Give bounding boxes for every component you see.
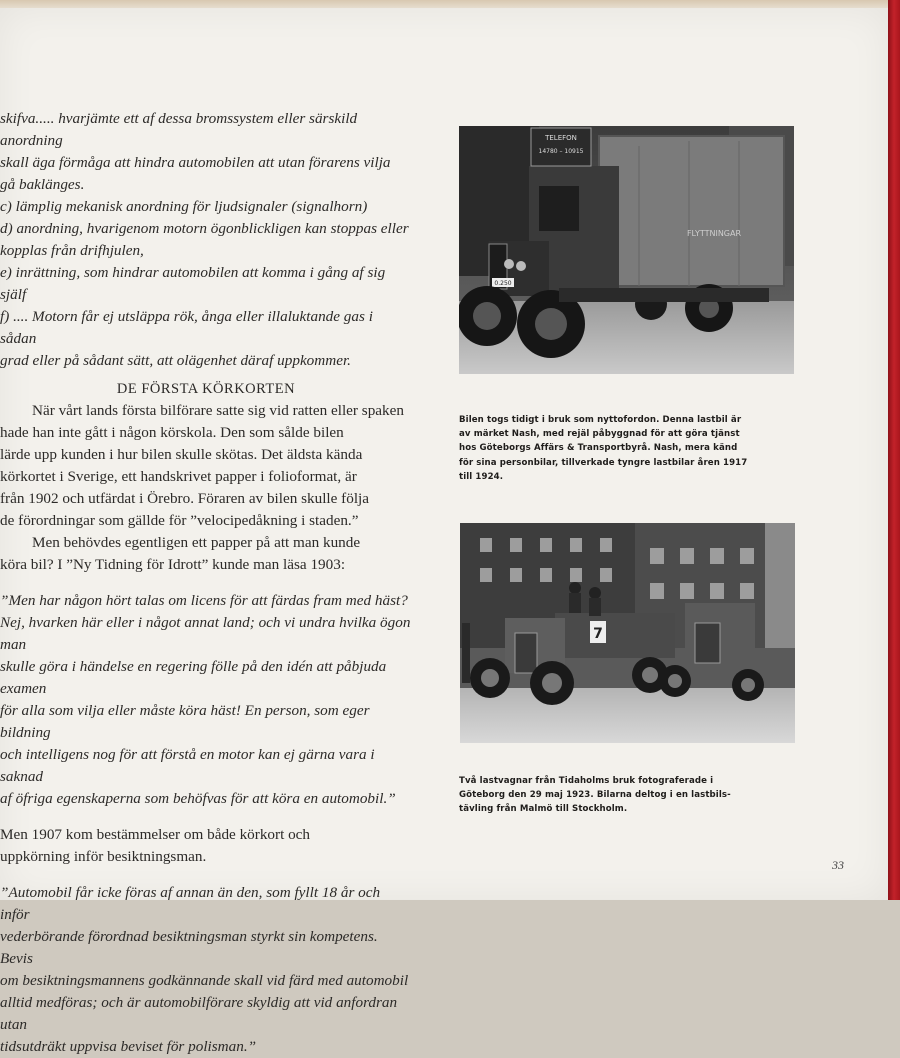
text-line: grad eller på sådant sätt, att olägenhet däraf uppkommer. xyxy=(0,352,351,369)
regulation-list xyxy=(0,108,412,372)
section-heading: DE FÖRSTA KÖRKORTEN xyxy=(116,381,296,397)
caption-photo-2 xyxy=(459,774,759,817)
caption-photo-1 xyxy=(459,413,759,484)
caption-line: hos Göteborgs Affärs & Transportbyrå. Nash, mera känd xyxy=(459,443,738,454)
caption-line: Bilen togs tidigt i bruk som nyttofordon. Denna lastbil är xyxy=(459,415,742,425)
text-line: från 1902 och utfärdat i Örebro. Föraren av bilen skulle följa xyxy=(0,490,370,507)
text-line: skall äga förmåga att hindra automobilen att utan förarens vilja xyxy=(0,154,391,171)
caption-line: Två lastvagnar från Tidaholms bruk fotograferade i xyxy=(459,776,714,786)
text-line: c) lämplig mekanisk anordning för ljudsignaler (signalhorn) xyxy=(0,198,368,215)
body-text-column xyxy=(0,108,412,1058)
sign-top-text: TELEFON xyxy=(545,134,577,142)
text-line: uppkörning inför besiktningsman. xyxy=(0,848,207,865)
text-line: de förordningar som gällde för ”velocipedåkning i staden.” xyxy=(0,512,359,529)
text-line: gå baklänges. xyxy=(0,176,85,193)
quote-1903 xyxy=(0,590,412,810)
caption-line: för sina personbilar, tillverkade tyngre lastbilar åren 1917 xyxy=(459,457,748,468)
text-line: skifva..... hvarjämte ett af dessa bromssystem eller särskild anordning xyxy=(0,110,358,149)
text-line: Nej, hvarken här eller i något annat land; och vi undra hvilka ögon man xyxy=(0,614,411,653)
text-line: tidsutdräkt uppvisa beviset för polisman.” xyxy=(0,1038,257,1055)
text-line: skulle göra i händelse en regering fölle på den idén att påbjuda examen xyxy=(0,658,387,697)
truck-number-plate: 7 xyxy=(593,626,603,642)
text-line: f) .... Motorn får ej utsläppa rök, ånga eller illaluktande gas i sådan xyxy=(0,308,373,347)
text-line: af öfriga egenskaperna som behöfvas för att köra en automobil.” xyxy=(0,790,396,807)
body-paragraph xyxy=(0,824,412,868)
text-line: och intelligens nog för att förstå en motor kan ej gärna vara i saknad xyxy=(0,746,375,785)
photo-nash-truck xyxy=(459,126,794,374)
text-line: d) anordning, hvarigenom motorn ögonblickligen kan stoppas eller xyxy=(0,220,409,237)
truck-body-lettering: FLYTTNINGAR xyxy=(686,229,742,238)
text-line: för alla som vilja eller måste köra häst! En person, som eger bildning xyxy=(0,702,370,741)
photo-tidaholm-trucks xyxy=(460,523,795,743)
book-cover-edge xyxy=(888,0,900,900)
book-page xyxy=(0,8,888,1055)
quote-1907 xyxy=(0,882,412,1058)
text-line: kopplas från drifhjulen, xyxy=(0,242,144,259)
text-line: ”Automobil får icke föras af annan än den, som fyllt 18 år och inför xyxy=(0,884,381,923)
license-plate-text: 0.250 xyxy=(494,280,512,287)
sign-numbers-text: 14780 – 10915 xyxy=(538,148,584,155)
text-line: köra bil? I ”Ny Tidning för Idrott” kunde man läsa 1903: xyxy=(0,556,346,573)
text-line: Men 1907 kom bestämmelser om både körkort och xyxy=(0,826,311,843)
page-number: 33 xyxy=(832,858,844,872)
body-paragraph xyxy=(0,400,412,576)
text-line: ”Men har någon hört talas om licens för att färdas fram med häst? xyxy=(0,592,408,609)
text-line: vederbörande förordnad besiktningsman styrkt sin kompetens. Bevis xyxy=(0,928,378,967)
text-line: körkortet i Sverige, ett handskrivet papper i folioformat, är xyxy=(0,468,357,485)
caption-line: av märket Nash, med rejäl påbyggnad för att göra tjänst xyxy=(459,429,740,440)
caption-line: Göteborg den 29 maj 1923. Bilarna deltog i en lastbils- xyxy=(459,790,731,801)
text-line: lärde upp kunden i hur bilen skulle skötas. Det äldsta kända xyxy=(0,446,363,463)
text-line: hade han inte gått i någon körskola. Den som sålde bilen xyxy=(0,424,344,441)
text-line: alltid medföras; och är automobilförare skyldig att vid anfordran utan xyxy=(0,994,398,1033)
caption-line: till 1924. xyxy=(459,471,504,482)
text-line: e) inrättning, som hindrar automobilen att komma i gång af sig själf xyxy=(0,264,386,303)
text-line: om besiktningsmannens godkännande skall vid färd med automobil xyxy=(0,972,409,989)
caption-line: tävling från Malmö till Stockholm. xyxy=(459,804,628,815)
text-line: Men behövdes egentligen ett papper på att man kunde xyxy=(32,534,361,551)
text-line: När vårt lands första bilförare satte sig vid ratten eller spaken xyxy=(32,402,404,419)
